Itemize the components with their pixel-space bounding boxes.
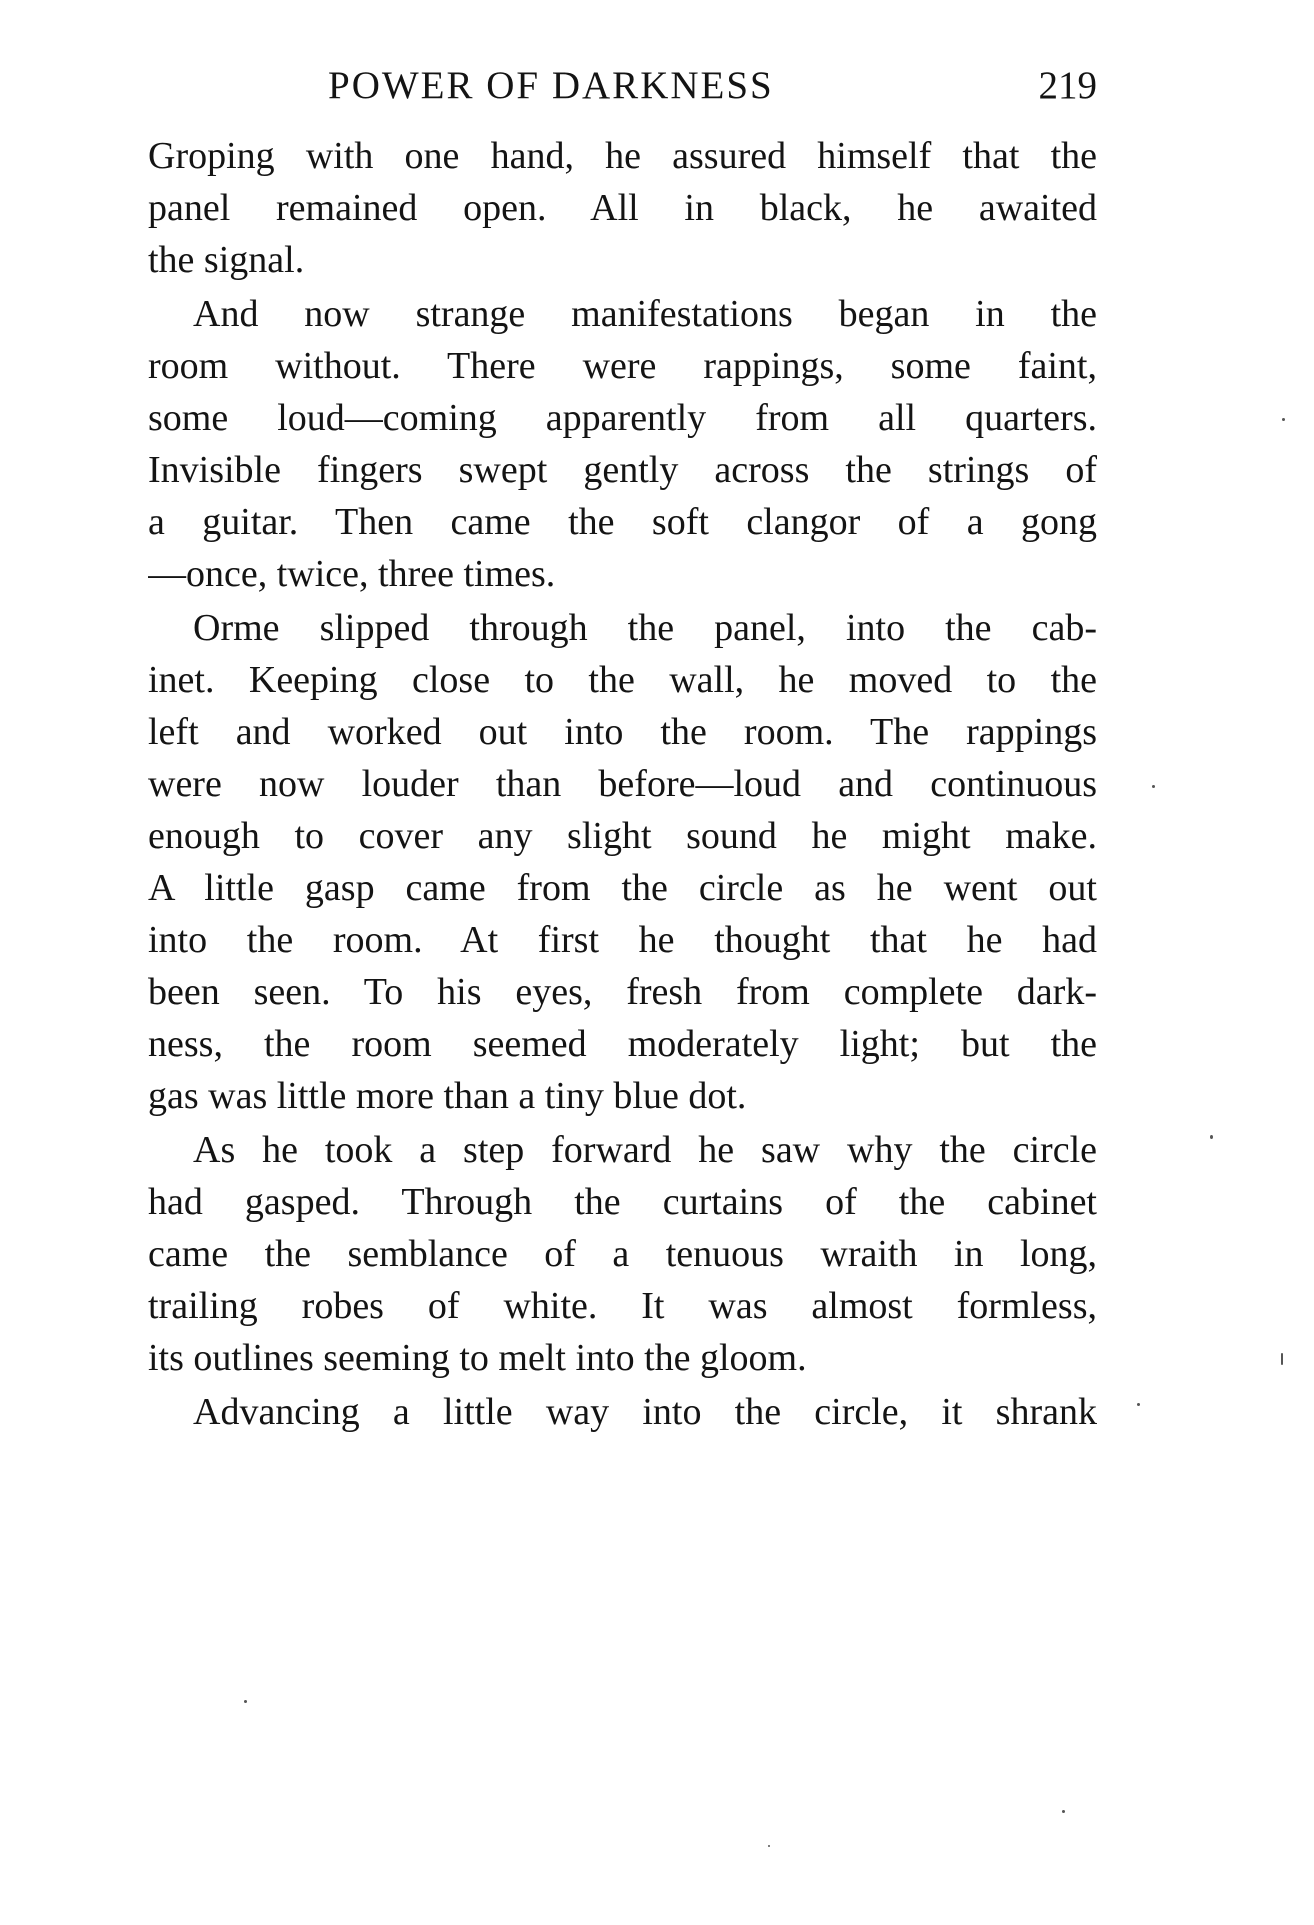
text-line: inet. Keeping close to the wall, he moved to the — [148, 659, 1097, 701]
text-line: gas was little more than a tiny blue dot. — [148, 1075, 747, 1117]
text-line: been seen. To his eyes, fresh from complete dark- — [148, 971, 1097, 1013]
text-line: panel remained open. All in black, he awaited — [148, 187, 1097, 229]
text-line: A little gasp came from the circle as he went out — [148, 867, 1097, 909]
text-line: Groping with one hand, he assured himself that the — [148, 135, 1097, 177]
text-line: And now strange manifestations began in the — [193, 293, 1097, 335]
text-line: some loud—coming apparently from all quarters. — [148, 397, 1097, 439]
paper-speck — [1137, 1403, 1140, 1406]
paper-speck — [244, 1700, 247, 1703]
text-line: Advancing a little way into the circle, it shrank — [193, 1391, 1097, 1433]
text-line: Invisible fingers swept gently across the strings of — [148, 449, 1097, 491]
paper-speck — [1062, 1810, 1065, 1813]
text-line: Orme slipped through the panel, into the cab- — [193, 607, 1097, 649]
page-header — [148, 58, 1097, 114]
text-line: were now louder than before—loud and continuous — [148, 763, 1097, 805]
text-line: its outlines seeming to melt into the gloom. — [148, 1337, 807, 1379]
paper-speck — [768, 1845, 770, 1847]
text-line: left and worked out into the room. The rappings — [148, 711, 1097, 753]
text-line: had gasped. Through the curtains of the cabinet — [148, 1181, 1097, 1223]
text-line: the signal. — [148, 239, 305, 281]
text-line: —once, twice, three times. — [148, 553, 556, 595]
text-line: ness, the room seemed moderately light; but the — [148, 1023, 1097, 1065]
text-line: As he took a step forward he saw why the circle — [193, 1129, 1097, 1171]
paper-speck — [1210, 1135, 1213, 1139]
text-line: trailing robes of white. It was almost formless, — [148, 1285, 1097, 1327]
text-line: came the semblance of a tenuous wraith in long, — [148, 1233, 1097, 1275]
text-line: into the room. At first he thought that he had — [148, 919, 1097, 961]
text-line: a guitar. Then came the soft clangor of a gong — [148, 501, 1097, 543]
paper-speck — [1281, 1353, 1283, 1365]
paper-speck — [1282, 418, 1285, 421]
text-line: room without. There were rappings, some faint, — [148, 345, 1097, 387]
text-line: enough to cover any slight sound he might make. — [148, 815, 1097, 857]
paper-speck — [1152, 785, 1155, 788]
page-number: 219 — [1038, 64, 1097, 107]
running-title: POWER OF DARKNESS — [328, 64, 774, 107]
